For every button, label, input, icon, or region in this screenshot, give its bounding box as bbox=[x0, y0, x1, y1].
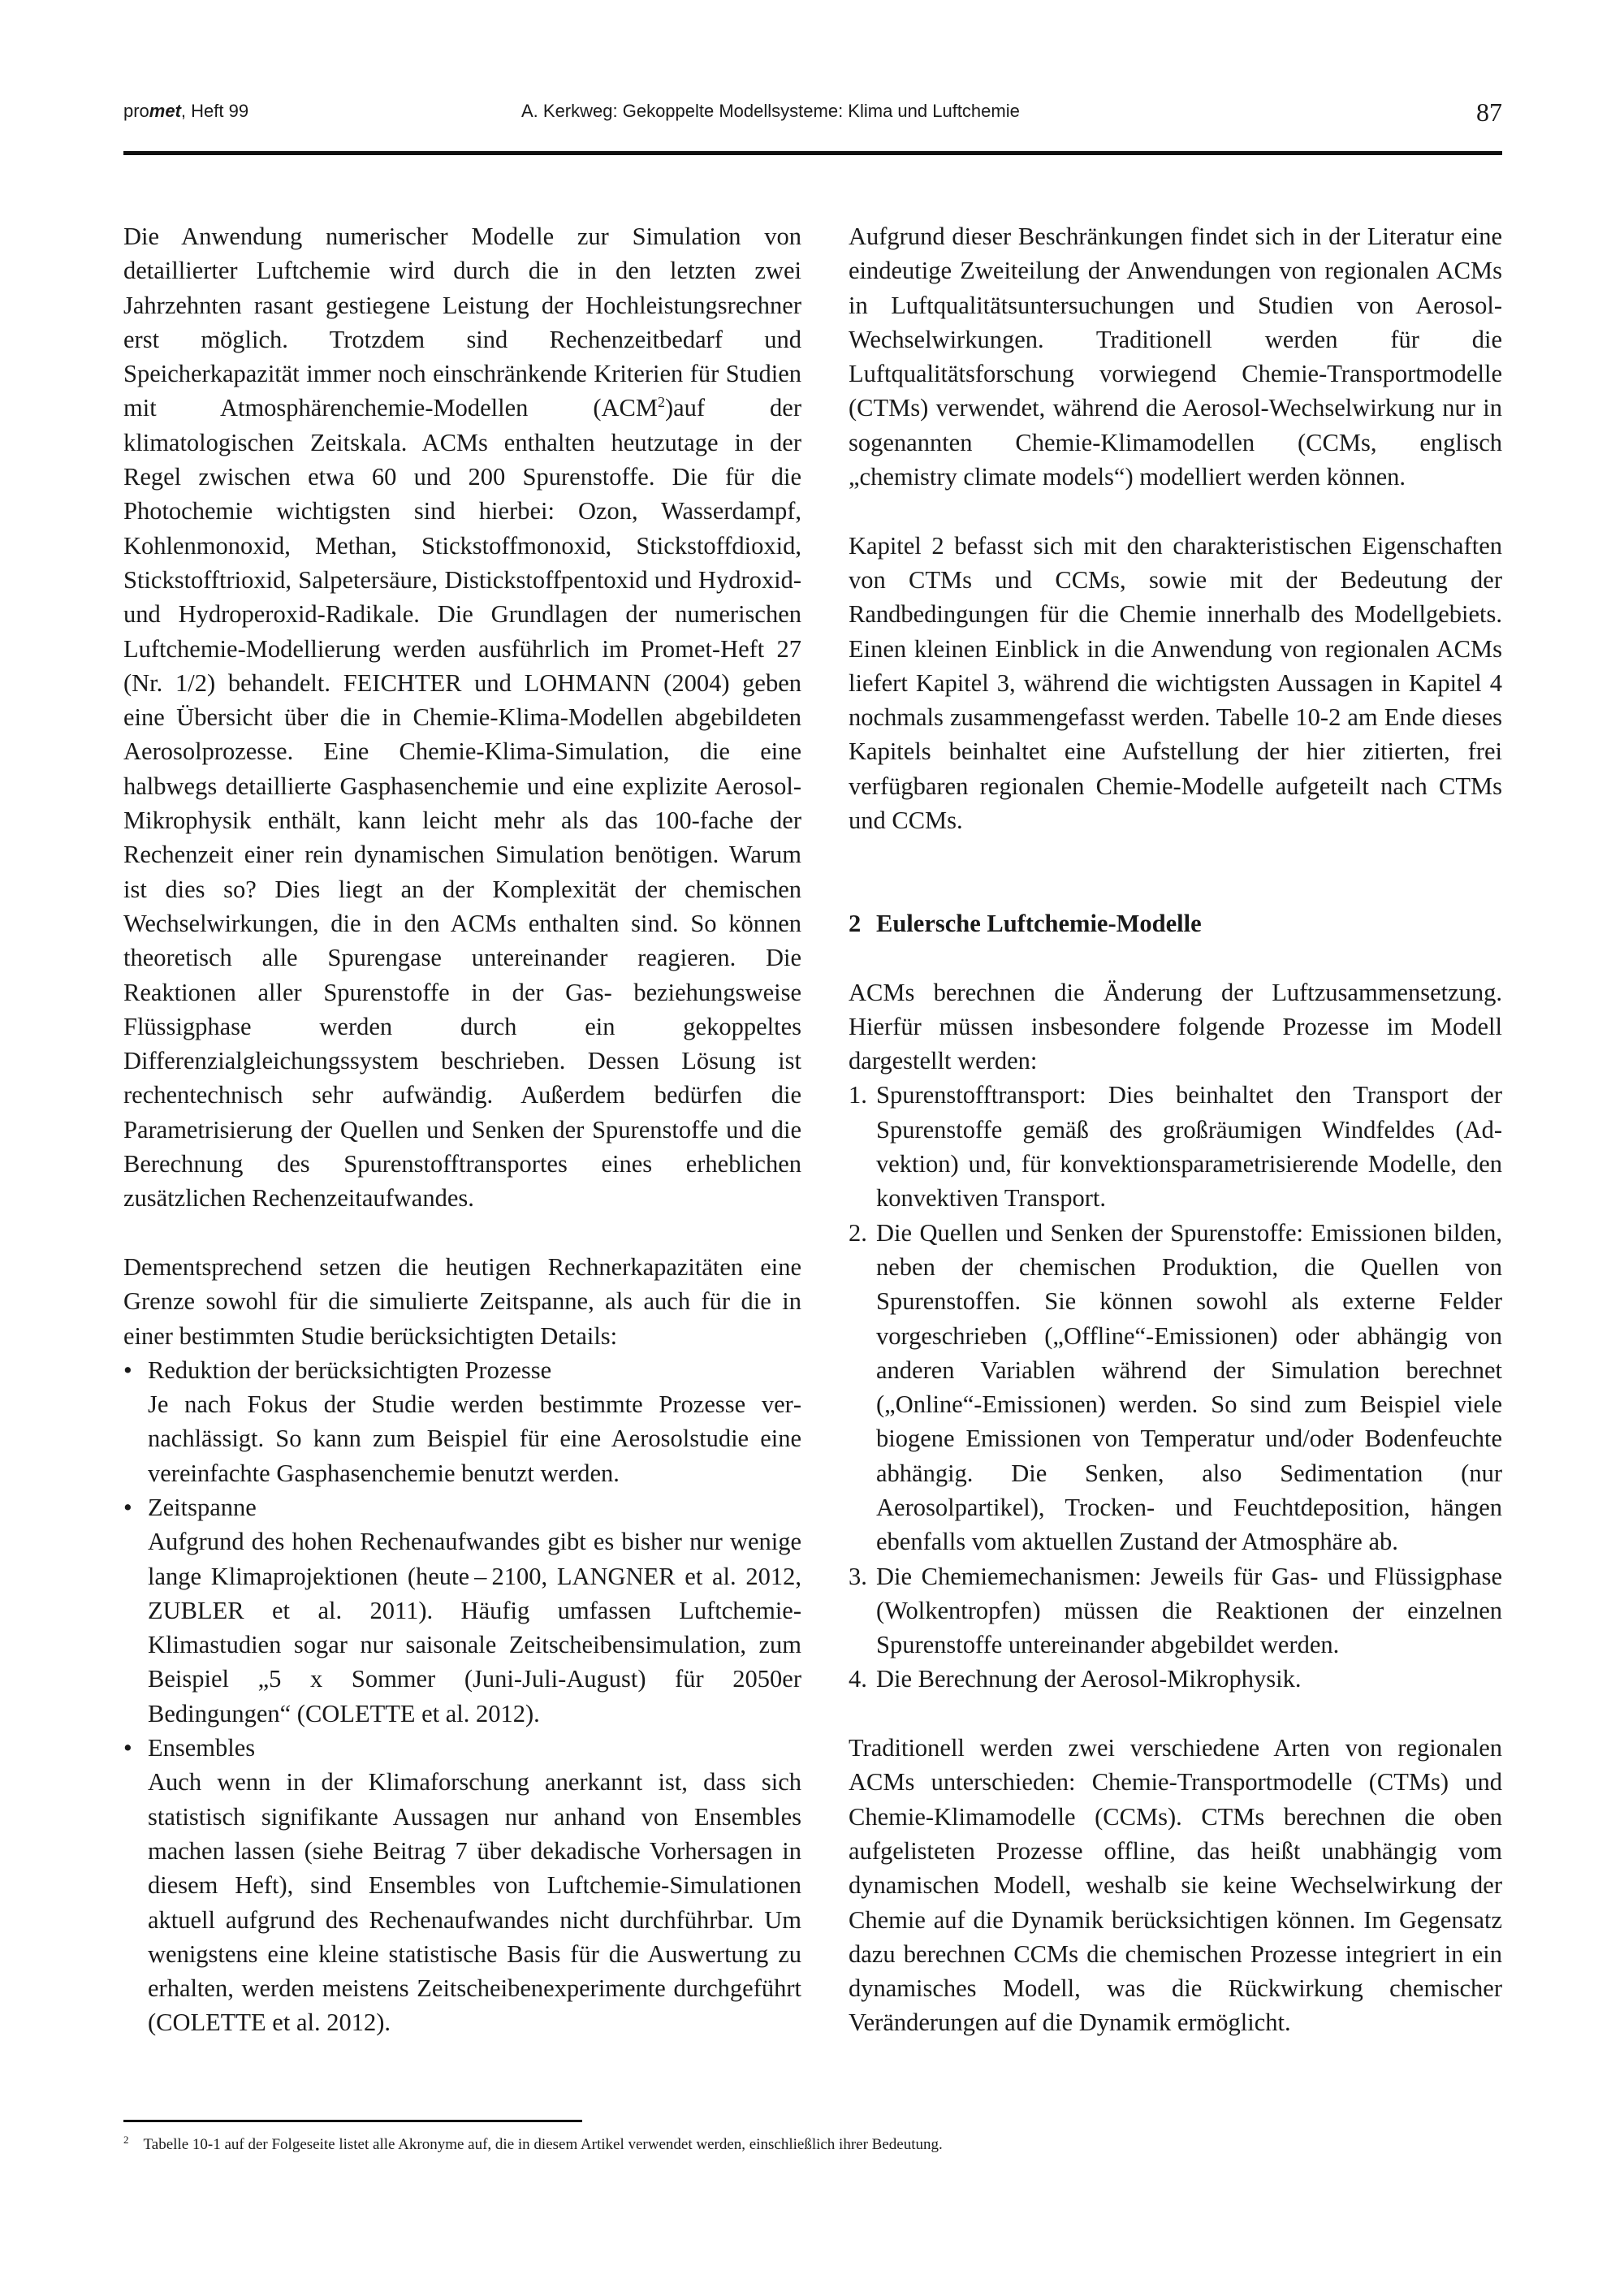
footnote-text: Tabelle 10-1 auf der Folgeseite listet alle Akronyme auf, die in diesem Artikel verwendet werden, einschließlich ihrer Bedeutung. bbox=[143, 2136, 943, 2153]
bullet-list bbox=[123, 1353, 801, 2040]
list-item bbox=[849, 1559, 1502, 1663]
list-item bbox=[123, 1490, 801, 1731]
list-number: 3. bbox=[849, 1562, 867, 1590]
spacer bbox=[123, 1216, 801, 1250]
list-item-text: Die Quellen und Senken der Spurenstoffe: Emissionen bilden, neben der chemischen Produktion, die Quellen von Spurenstoffen. Sie können sowohl als externe Felder vorgeschrieben („Offline“-Emissionen) oder abhängig von anderen Variablen während der Simulation berechnet („Online“-Emissionen) werden. So sind zum Beispiel viele biogene Emissionen von Temperatur und/oder Bodenfeuchte abhängig. Die Senken, also Sedimentation (nur Aerosolpartikel), Trocken- und Feuchtdeposition, hängen ebenfalls vom aktuellen Zustand der Atmosphäre ab. bbox=[876, 1218, 1502, 1556]
list-item-text: Auch wenn in der Klimaforschung anerkannt ist, dass sich statistisch signifikante Aussagen nur anhand von Ensembles machen lassen (siehe Beitrag 7 über dekadische Vorhersagen in diesem Heft), sind Ensembles von Luftchemie-Simulationen aktuell aufgrund des Rechenaufwandes nicht durchführbar. Um wenigstens eine kleine statistische Basis für die Auswertung zu erhalten, werden meistens Zeitscheibenexperimente durchgeführt (COLETTE et al. 2012). bbox=[148, 1768, 801, 2037]
numbered-list bbox=[849, 1078, 1502, 1696]
footnote-rule bbox=[123, 2120, 582, 2122]
bullet-icon: • bbox=[123, 1356, 132, 1384]
paragraph-outline: Kapitel 2 befasst sich mit den charakteristischen Eigenschaften von CTMs und CCMs, sowie mit der Bedeutung der Randbedingungen für die Chemie innerhalb des Modellgebiets. Einen kleinen Einblick in die Anwendung von regionalen ACMs liefert Kapitel 3, während die wichtigsten Aussagen in Kapitel 4 nochmals zusammengefasst werden. Tabelle 10-2 am Ende dieses Kapitels beinhaltet eine Aufstellung der hier zitierten, frei verfügbaren regionalen Chemie-Modelle aufgeteilt nach CTMs und CCMs. bbox=[849, 531, 1502, 835]
list-item bbox=[849, 1078, 1502, 1215]
footnote bbox=[123, 2134, 1423, 2155]
paragraph-processes: ACMs berechnen die Änderung der Luftzusammensetzung. Hierfür müssen insbesondere folgende Prozesse im Modell dargestellt werden: bbox=[849, 978, 1502, 1075]
paragraph-model-types: Traditionell werden zwei verschiedene Arten von regionalen ACMs unterschieden: Chemie-Transportmodelle (CTMs) und Chemie-Klimamodelle (CCMs). CTMs berechnen die oben aufgelisteten Prozesse offline, das heißt unabhängig vom dynamischen Modell, weshalb sie keine Wechselwirkung der Chemie auf die Dynamik berücksichtigen können. Im Gegensatz dazu berechnen CCMs die chemischen Prozesse integriert in ein dynamisches Modell, was die Rückwirkung chemischer Veränderungen auf die Dynamik ermöglicht. bbox=[849, 1734, 1502, 2037]
list-item-text: Die Chemiemechanismen: Jeweils für Gas- und Flüssigphase (Wolkentropfen) müssen die Reaktionen der einzelnen Spurenstoffe untereinander abgebildet werden. bbox=[876, 1562, 1502, 1659]
list-item-text: Aufgrund des hohen Rechenaufwandes gibt es bisher nur wenige lange Klimaprojektionen (heute – 2100, LANGNER et al. 2012, ZUBLER et al. 2011). Häufig umfassen Luftchemie-Klimastudien sogar nur saisonale Zeitscheibensimulation, zum Beispiel „5 x Sommer (Juni-Juli-August) für 2050er Bedingungen“ (COLETTE et al. 2012). bbox=[148, 1528, 801, 1727]
journal-issue bbox=[123, 101, 248, 122]
list-item bbox=[123, 1731, 801, 2040]
issue-number: , Heft 99 bbox=[180, 101, 249, 121]
list-item-text: Spurenstofftransport: Dies beinhaltet den Transport der Spurenstoffe gemäß des großräumigen Windfeldes (Advektion) und, für konvektionsparametrisierende Modelle, den konvektiven Transport. bbox=[876, 1081, 1502, 1213]
journal-name-emphasis: met bbox=[149, 101, 181, 121]
bullet-icon: • bbox=[123, 1734, 132, 1762]
list-item-title: Zeitspanne bbox=[148, 1493, 257, 1521]
list-item-text: Je nach Fokus der Studie werden bestimmte Prozesse vernachlässigt. So kann zum Beispiel für eine Aerosolstudie eine vereinfachte Gasphasenchemie benutzt werden. bbox=[148, 1390, 801, 1487]
bullet-icon: • bbox=[123, 1493, 132, 1521]
running-title: A. Kerkweg: Gekoppelte Modellsysteme: Klima und Luftchemie bbox=[521, 101, 1020, 121]
left-column bbox=[123, 219, 801, 2040]
section-heading bbox=[849, 906, 1502, 940]
journal-name-prefix: pro bbox=[123, 101, 149, 121]
spacer bbox=[849, 940, 1502, 975]
paragraph-limits: Dementsprechend setzen die heutigen Rechnerkapazitäten eine Grenze sowohl für die simulierte Zeitspanne, als auch für die in einer bestimmten Studie berücksichtigten Details: bbox=[123, 1252, 801, 1350]
spacer bbox=[849, 494, 1502, 528]
section-number: 2 bbox=[849, 909, 862, 937]
paragraph-intro bbox=[123, 219, 801, 1216]
list-item bbox=[849, 1662, 1502, 1696]
list-item bbox=[123, 1353, 801, 1490]
paragraph-text: )auf der klimatologischen Zeitskala. ACMs enthalten heutzutage in der Regel zwischen etwa 60 und 200 Spurenstoffe. Die für die Photochemie wichtigsten sind hierbei: Ozon, Wasserdampf, Kohlenmonoxid, Methan, Stickstoffmonoxid, Stickstoffdioxid, Stickstofftrioxid, Salpetersäure, Distickstoffpentoxid und Hydroxid- und Hydroperoxid-Radikale. Die Grundlagen der numerischen Luftchemie-Modellierung werden ausführlich im Promet-Heft 27 (Nr. 1/2) behandelt. FEICHTER und LOHMANN (2004) geben eine Übersicht über die in Chemie-Klima-Modellen abgebildeten Aerosolprozesse. Eine Chemie-Klima-Simulation, die eine halbwegs detaillierte Gasphasenchemie und eine explizite Aerosol-Mikrophysik enthält, kann leicht mehr als das 100-fache der Rechenzeit einer rein dynamischen Simulation benötigen. Warum ist dies so? Dies liegt an der Komplexität der chemischen Wechselwirkungen, die in den ACMs enthalten sind. So können theoretisch alle Spurengase untereinander reagieren. Die Reaktionen aller Spurenstoffe in der Gas- beziehungsweise Flüssigphase werden durch ein gekoppeltes Differenzialgleichungssystem beschrieben. Dessen Lösung ist rechentechnisch sehr aufwändig. Außerdem bedürfen die Parametrisierung der Quellen und Senken der Spurenstoffe und die Berechnung des Spurenstofftransportes eines erheblichen zusätzlichen Rechenzeitaufwandes. bbox=[123, 394, 801, 1213]
list-number: 2. bbox=[849, 1218, 867, 1247]
footnote-marker: 2 bbox=[123, 2133, 129, 2146]
page-number: 87 bbox=[1476, 97, 1502, 127]
paragraph-restrictions: Aufgrund dieser Beschränkungen findet sich in der Literatur eine eindeutige Zweiteilung der Anwendungen von regionalen ACMs in Luftqualitätsuntersuchungen und Studien von Aerosol-Wechselwirkungen. Traditionell werden für die Luftqualitätsforschung vorwiegend Chemie-Transportmodelle (CTMs) verwendet, während die Aerosol-Wechselwirkung nur in sogenannten Chemie-Klimamodellen (CCMs, englisch „chemistry climate models“) modelliert werden können. bbox=[849, 223, 1502, 491]
spacer bbox=[849, 1697, 1502, 1731]
footnote-reference[interactable]: 2 bbox=[657, 394, 665, 411]
paragraph-text: Die Anwendung numerischer Modelle zur Simulation von detaillierter Luftchemie wird durch die in den letzten zwei Jahrzehnten rasant gestiegene Leistung der Hochleistungsrechner erst möglich. Trotzdem sind Rechenzeitbedarf und Speicherkapazität immer noch einschränkende Kriterien für Studien mit Atmosphärenchemie-Modellen (ACM bbox=[123, 223, 801, 422]
section-title: Eulersche Luftchemie-Modelle bbox=[876, 909, 1202, 937]
list-number: 1. bbox=[849, 1081, 867, 1109]
list-number: 4. bbox=[849, 1665, 867, 1693]
list-item-text: Die Berechnung der Aerosol-Mikrophysik. bbox=[876, 1665, 1302, 1693]
header-rule bbox=[123, 151, 1502, 155]
list-item-title: Reduktion der berücksichtigten Prozesse bbox=[148, 1356, 552, 1384]
list-item-title: Ensembles bbox=[148, 1734, 256, 1762]
running-header bbox=[123, 97, 1502, 130]
list-item bbox=[849, 1216, 1502, 1559]
right-column bbox=[849, 219, 1502, 2040]
spacer bbox=[849, 837, 1502, 906]
